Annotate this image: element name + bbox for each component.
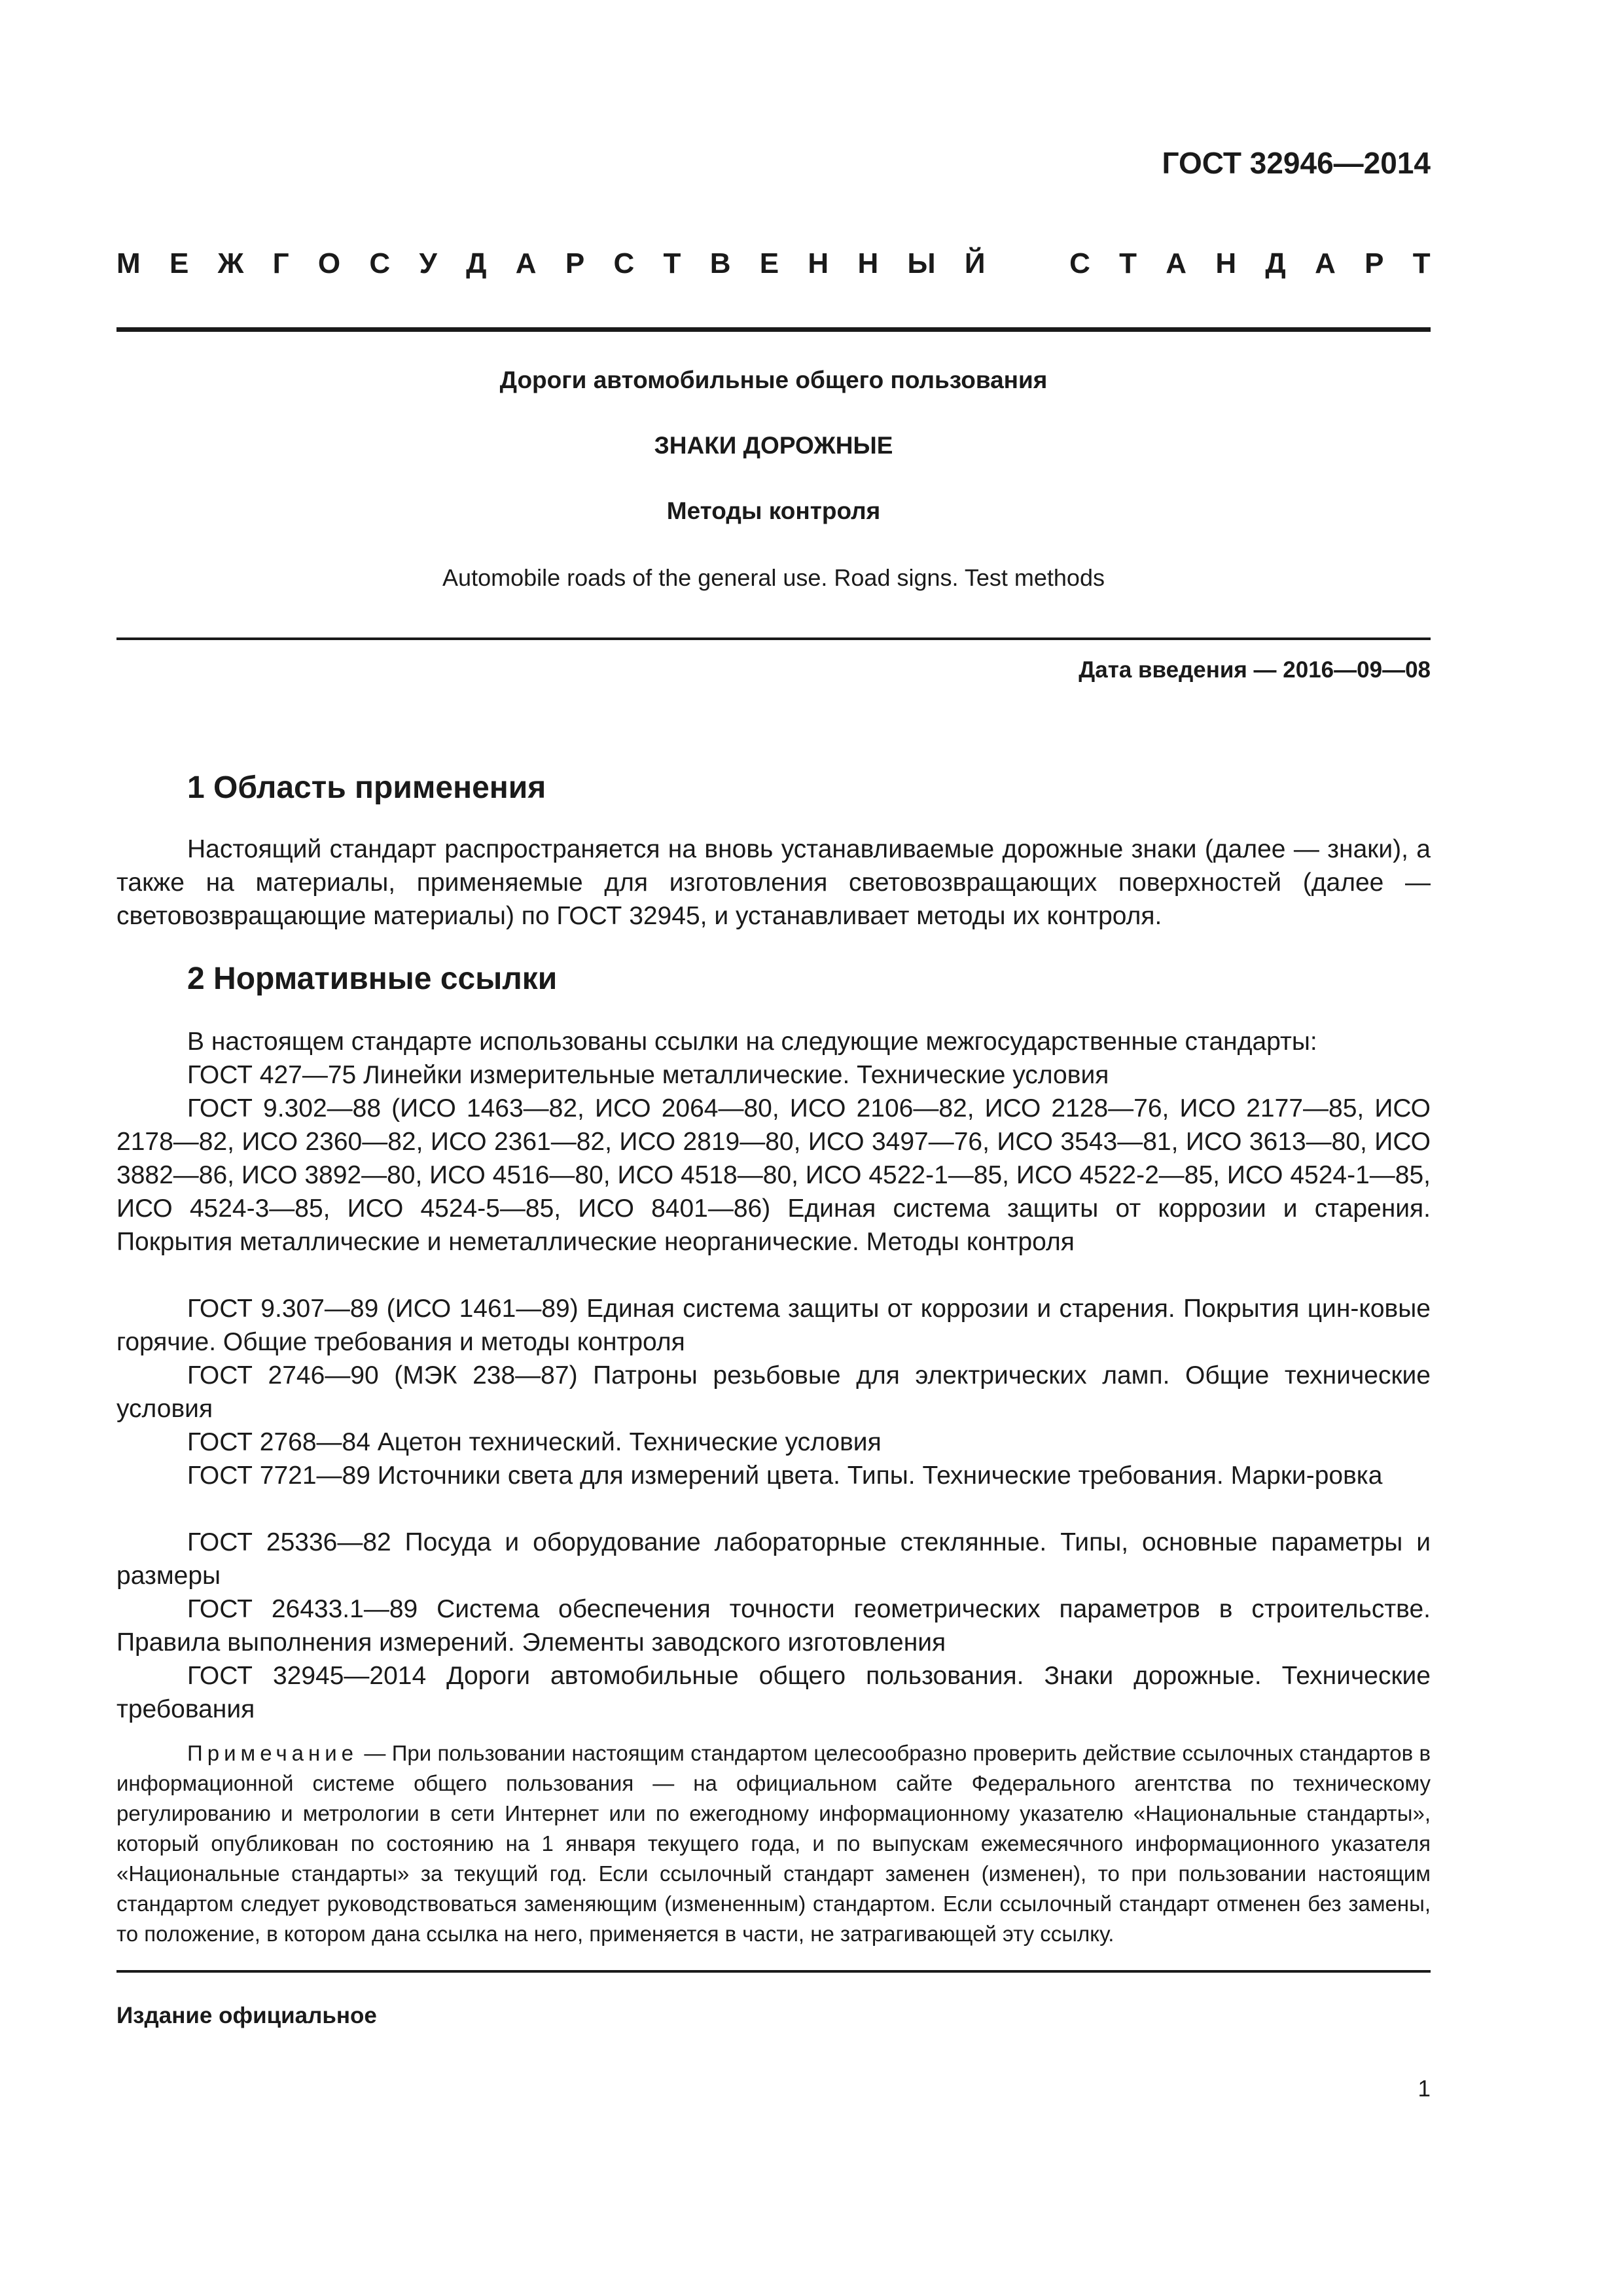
reference-item bbox=[116, 1592, 1431, 1659]
reference-note bbox=[116, 1738, 1431, 1949]
reference-text: ГОСТ 2746—90 (МЭК 238—87) Патроны резьбовые для электрических ламп. Общие технические условия bbox=[116, 1361, 1431, 1423]
banner-letter: Е bbox=[759, 247, 779, 279]
note-label: Примечание bbox=[187, 1741, 359, 1765]
banner-letter: Н bbox=[808, 247, 829, 279]
document-number: ГОСТ 32946—2014 bbox=[1162, 146, 1431, 180]
section-2-lead bbox=[116, 1025, 1431, 1058]
banner-letter: Р bbox=[565, 247, 585, 279]
banner-letter: А bbox=[515, 247, 537, 279]
banner-letter: А bbox=[1315, 247, 1336, 279]
title-line-3: Методы контроля bbox=[666, 497, 881, 524]
reference-item bbox=[116, 1058, 1431, 1092]
reference-text: ГОСТ 9.307—89 (ИСО 1461—89) Единая система защиты от коррозии и старения. Покрытия цин-ковые горячие. Общие требования и методы контроля bbox=[116, 1295, 1431, 1356]
banner-letter: С bbox=[613, 247, 635, 279]
page-number: 1 bbox=[1418, 2076, 1431, 2102]
reference-item bbox=[116, 1459, 1431, 1492]
banner-letter: М bbox=[116, 247, 141, 279]
banner-letter: Ж bbox=[217, 247, 244, 279]
banner-letter: Д bbox=[1265, 247, 1286, 279]
reference-item bbox=[116, 1659, 1431, 1726]
banner-letter: С bbox=[1069, 247, 1090, 279]
banner-letter: Н bbox=[1215, 247, 1237, 279]
banner-letter: Г bbox=[272, 247, 289, 279]
banner-letter: Д bbox=[466, 247, 487, 279]
section-1-text bbox=[116, 833, 1431, 933]
banner-letter: У bbox=[419, 247, 437, 279]
reference-text: ГОСТ 25336—82 Посуда и оборудование лабораторные стеклянные. Типы, основные параметры и размеры bbox=[116, 1528, 1431, 1590]
reference-text: ГОСТ 32945—2014 Дороги автомобильные общего пользования. Знаки дорожные. Технические требования bbox=[116, 1662, 1431, 1723]
title-line-2: ЗНАКИ ДОРОЖНЫЕ bbox=[654, 432, 893, 459]
header-rule bbox=[116, 327, 1431, 332]
reference-item bbox=[116, 1526, 1431, 1592]
banner-letter: Р bbox=[1364, 247, 1384, 279]
official-edition-label: Издание официальное bbox=[116, 2003, 377, 2028]
note-text: — При пользовании настоящим стандартом целесообразно проверить действие ссылочных стандартов в информационной системе общего пользования — на официальном сайте Федерального агентства по техническому регулированию и метрологии в сети Интернет или по ежегодному информационному указателю «Национальные стандарты», который опубликован по состоянию на 1 января текущего года, и по выпускам ежемесячного информационного указателя «Национальные стандарты» за текущий год. Если ссылочный стандарт заменен (изменен), то при пользовании настоящим стандартом следует руководствоваться заменяющим (измененным) стандартом. Если ссылочный стандарт отменен без замены, то положение, в котором дана ссылка на него, применяется в части, не затрагивающей эту ссылку. bbox=[116, 1741, 1431, 1946]
section-1-text-body: Настоящий стандарт распространяется на вновь устанавливаемые дорожные знаки (далее — знаки), а также на материалы, применяемые для изготовления световозвращающих поверхностей (далее — световозвращающие материалы) по ГОСТ 32945, и устанавливает методы их контроля. bbox=[116, 835, 1431, 930]
title-line-1: Дороги автомобильные общего пользования bbox=[499, 367, 1048, 393]
reference-text: ГОСТ 427—75 Линейки измерительные металлические. Технические условия bbox=[187, 1061, 1109, 1089]
banner-letter: О bbox=[317, 247, 341, 279]
banner-letter: Е bbox=[169, 247, 189, 279]
banner-word-gap bbox=[1014, 247, 1041, 280]
reference-text: ГОСТ 9.302—88 (ИСО 1463—82, ИСО 2064—80, ИСО 2106—82, ИСО 2128—76, ИСО 2177—85, ИСО 2178—82, ИСО 2360—82, ИСО 2361—82, ИСО 2819—80, ИСО 3497—76, ИСО 3543—81, ИСО 3613—80, ИСО 3882—86, ИСО 3892—80, ИСО 4516—80, ИСО 4518—80, ИСО 4522-1—85, ИСО 4522-2—85, ИСО 4524-1—85, ИСО 4524-3—85, ИСО 4524-5—85, ИСО 8401—86) Единая система защиты от коррозии и старения. Покрытия металлические и неметаллические неорганические. Методы контроля bbox=[116, 1094, 1431, 1256]
banner-letter: Т bbox=[1119, 247, 1137, 279]
reference-text: ГОСТ 7721—89 Источники света для измерений цвета. Типы. Технические требования. Марки-ровка bbox=[187, 1462, 1383, 1490]
reference-item bbox=[116, 1359, 1431, 1426]
title-english: Automobile roads of the general use. Road signs. Test methods bbox=[442, 564, 1105, 591]
banner-letter: Й bbox=[964, 247, 986, 279]
footer-rule bbox=[116, 1970, 1431, 1973]
interstate-standard-banner bbox=[116, 247, 1431, 280]
introduction-date: Дата введения — 2016—09—08 bbox=[1079, 657, 1431, 683]
banner-letter: Ы bbox=[907, 247, 936, 279]
reference-item bbox=[116, 1092, 1431, 1259]
banner-letter: Н bbox=[857, 247, 879, 279]
banner-letter: Т bbox=[1412, 247, 1431, 279]
reference-text: ГОСТ 2768—84 Ацетон технический. Технические условия bbox=[187, 1428, 882, 1456]
reference-item bbox=[116, 1426, 1431, 1459]
section-2-heading: 2 Нормативные ссылки bbox=[187, 961, 558, 996]
banner-letter: А bbox=[1166, 247, 1187, 279]
section-1-heading: 1 Область применения bbox=[187, 770, 546, 805]
reference-item bbox=[116, 1292, 1431, 1359]
title-rule bbox=[116, 637, 1431, 640]
reference-text: ГОСТ 26433.1—89 Система обеспечения точности геометрических параметров в строительстве. Правила выполнения измерений. Элементы заводского изготовления bbox=[116, 1595, 1431, 1657]
banner-letter: Т bbox=[663, 247, 681, 279]
banner-letter: В bbox=[709, 247, 731, 279]
banner-letter: С bbox=[369, 247, 391, 279]
section-2-lead-text: В настоящем стандарте использованы ссылки на следующие межгосударственные стандарты: bbox=[187, 1028, 1317, 1056]
